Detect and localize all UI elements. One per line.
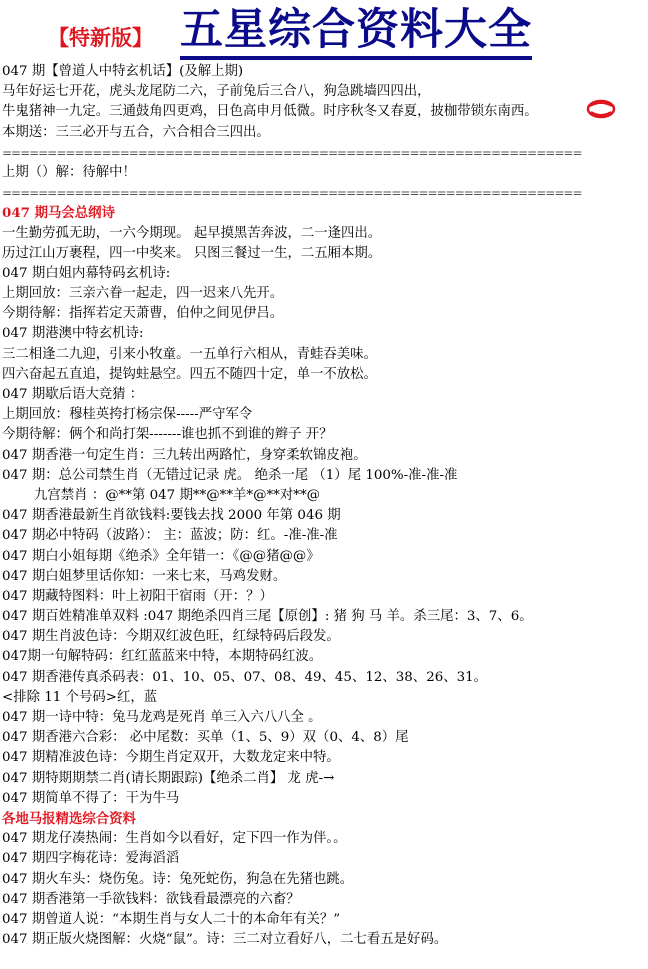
text-line: 047 期香港最新生肖欲钱料:要钱去找 2000 年第 046 期 [2, 508, 341, 524]
text-line: 047 期特期期禁二肖(请长期跟踪)【绝杀二肖】 龙 虎-→ [2, 770, 335, 786]
text-line: 本期送：三三必开与五合，六合相合三四出。 [2, 124, 270, 140]
text-line: 上期回放：穆桂英挎打杨宗保-----严守军令 [2, 407, 253, 423]
section-heading: 047 期马会总纲诗 [2, 205, 115, 222]
text-line: 047 期白姐内幕特码玄机诗: [2, 265, 171, 281]
text-line: 047 期白小姐每期《绝杀》全年错一：《@@猪@@》 [2, 548, 320, 564]
text-line: 马年好运七开花，虎头龙尾防二六，子前兔后三合八，狗急跳墙四四出， [2, 84, 431, 100]
text-line: 047 期曾道人说：“本期生肖与女人二十的本命年有关？” [2, 911, 341, 927]
text-line: 047 期藏特图料：叶上初阳干宿雨（开：？） [2, 588, 273, 604]
text-line: 今期待解：俩个和尚打架-------谁也抓不到谁的辫子 开？ [2, 427, 333, 443]
edition-label: 【特新版】 [48, 26, 153, 50]
divider: ================================================================ [2, 186, 582, 201]
text-line: 047 期香港六合彩： 必中尾数：买单（1、5、9）双（0、4、8）尾 [2, 730, 409, 746]
text-line: 047 期白姐梦里话你知：一来七来，马鸡发财。 [2, 568, 287, 584]
text-line: 047 期火车头：烧伤兔。诗：兔死蛇伤，狗急在先猪也跳。 [2, 871, 354, 887]
text-line: 047 期百姓精准单双料 :047 期绝杀四肖三尾【原创】: 猪 狗 马 羊。杀三尾：3、7、6。 [2, 609, 533, 625]
text-line: 047 期【曾道人中特玄机话】(及解上期) [2, 64, 244, 79]
text-line: 上期回放：三亲六眷一起走，四一迟来八先开。 [2, 286, 284, 302]
text-line: 047期一句解特码：红红蓝蓝来中特，本期特码红波。 [2, 649, 323, 665]
text-line: <排除 11 个号码>红，蓝 [2, 689, 158, 705]
text-line: 一生勤劳孤无助，一六今期现。 起早摸黑苦奔波，二一逢四出。 [2, 225, 382, 241]
page-title: 五星综合资料大全 [180, 4, 532, 60]
text-line: 三二相逢二九迎，引来小牧童。一五单行六相从，青蛙吞美味。 [2, 346, 377, 362]
text-line: 047 期香港第一手欲钱料：欲钱看最漂亮的六畜？ [2, 891, 300, 907]
text-line: 牛鬼猪神一九定。三通鼓角四更鸡，日色高申月低微。时序秋冬又春夏，披枷带锁东南西。 [2, 104, 538, 120]
text-line: 047 期：总公司禁生肖（无错过记录 虎。 绝杀一尾 （1）尾 100%-准-准-准 [2, 467, 458, 483]
text-line: 047 期一诗中特：兔马龙鸡是死肖 单三入六八八全 。 [2, 710, 322, 725]
text-line: 今期待解：指挥若定天萧曹，伯仲之间见伊吕。 [2, 306, 284, 322]
text-line: 历过江山万裹程，四一中奖来。 只图三餐过一生，二五厢本期。 [2, 245, 382, 261]
text-line: 四六奋起五直追，提钩蛀悬空。四五不随四十定，单一不放松。 [2, 366, 377, 382]
text-line: 047 期歇后语大竞猜 ： [2, 387, 144, 402]
text-line: 047 期四字梅花诗：爱海滔滔 [2, 851, 180, 867]
text-line: 047 期龙仔凑热闹：生肖如今以看好，定下四一作为伴。。 [2, 831, 347, 847]
text-line: 047 期正版火烧图解：火烧“鼠”。诗：三二对立看好八，二七看五是好码。 [2, 932, 448, 948]
section-heading: 各地马报精选综合资料 [2, 810, 136, 827]
text-line: 047 期香港一句定生肖：三九转出两路忙，身穿柔软锦皮袍。 [2, 447, 367, 463]
content [0, 62, 648, 950]
page-header [0, 0, 648, 62]
text-line: 047 期生肖波色诗：今期双红波色旺，红绿特码后段发。 [2, 629, 340, 645]
text-line: 047 期精准波色诗：今期生肖定双开，大数龙定来中特。 [2, 750, 340, 766]
text-line: 047 期香港传真杀码表：01、10、05、07、08、49、45、12、38、26、31。 [2, 669, 488, 685]
text-line: 上期（）解：待解中！ [2, 164, 136, 180]
text-line: 047 期简单不得了：干为牛马 [2, 790, 180, 806]
text-line: 047 期必中特码（波路）： 主：蓝波；防：红。-准-准-准 [2, 528, 338, 544]
divider: ================================================================ [2, 145, 582, 160]
text-line: 九宫禁肖 ：@**第 047 期**@**羊*@**对**@ [34, 487, 321, 503]
text-line: 047 期港澳中特玄机诗: [2, 326, 144, 342]
